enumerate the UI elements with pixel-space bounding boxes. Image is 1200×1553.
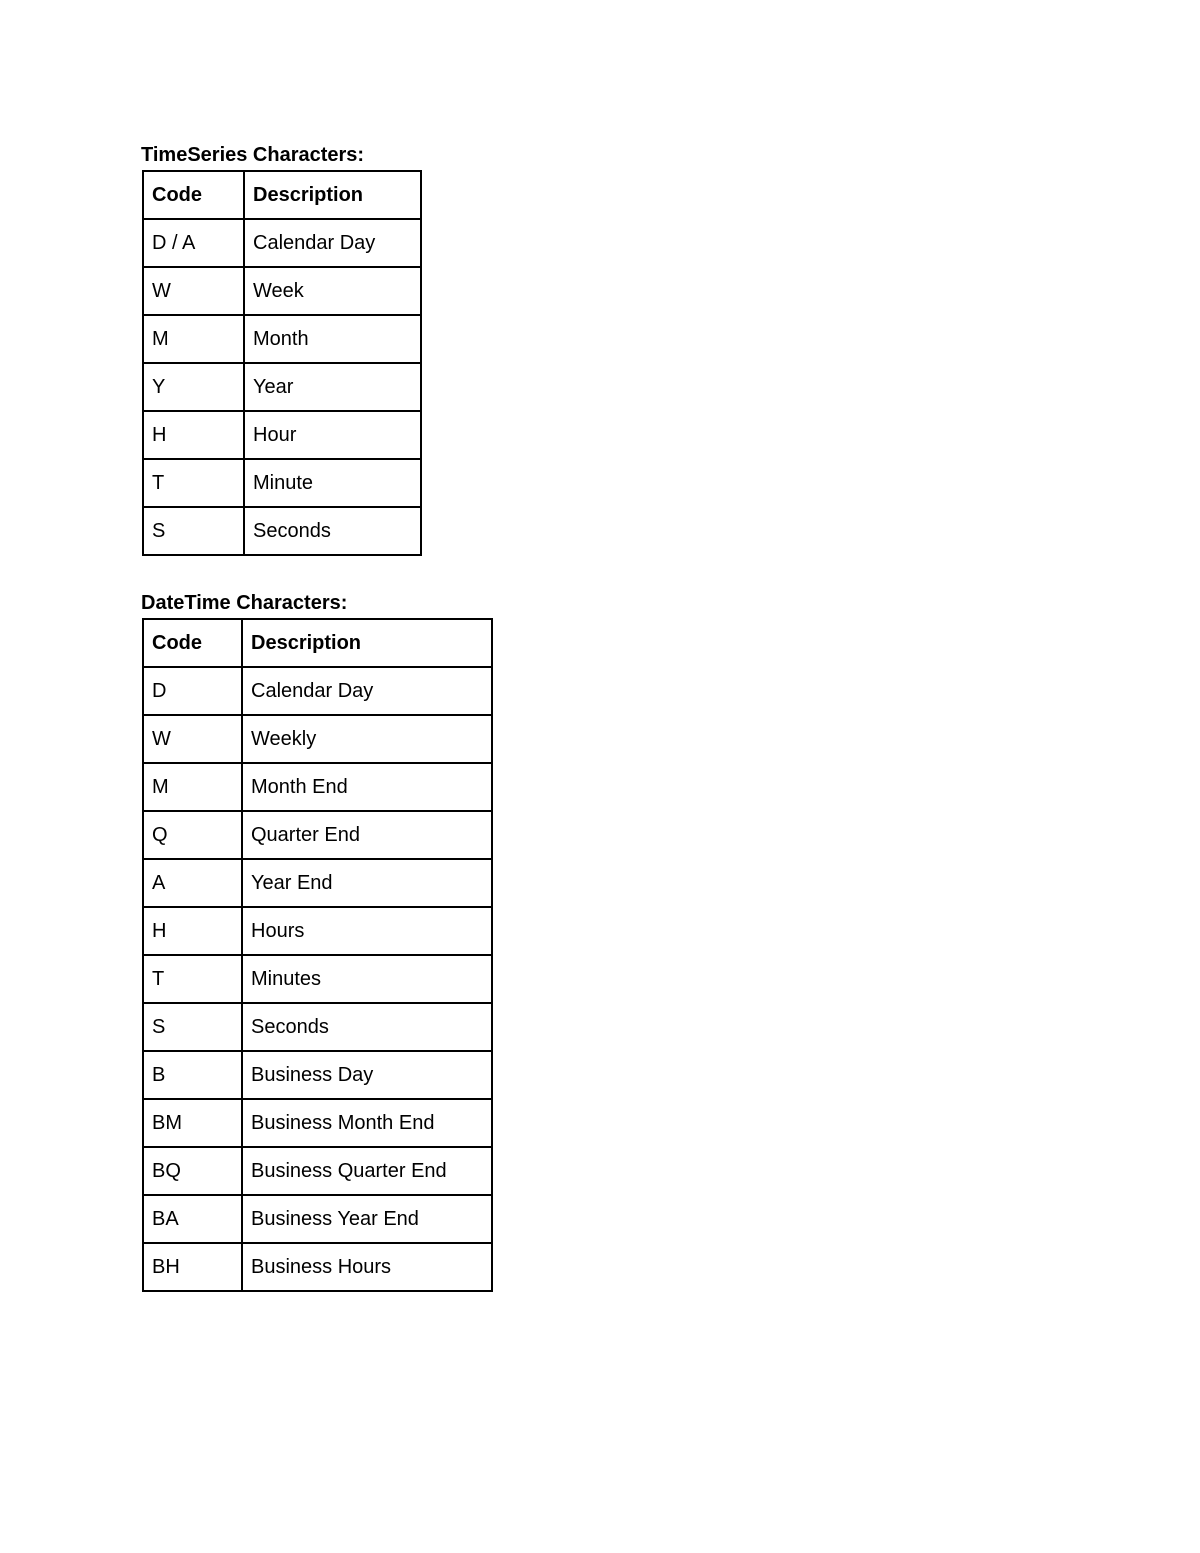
table-row xyxy=(143,1003,492,1051)
description-cell: Business Month End xyxy=(242,1099,492,1147)
description-cell: Month xyxy=(244,315,421,363)
table-row xyxy=(143,219,421,267)
datetime-table xyxy=(142,618,493,1292)
table-row xyxy=(143,1243,492,1291)
code-cell: D / A xyxy=(143,219,244,267)
timeseries-title: TimeSeries Characters: xyxy=(141,144,365,166)
description-cell: Business Quarter End xyxy=(242,1147,492,1195)
table-row xyxy=(143,1099,492,1147)
description-cell: Seconds xyxy=(242,1003,492,1051)
code-cell: S xyxy=(143,507,244,555)
table-row xyxy=(143,411,421,459)
description-cell: Year xyxy=(244,363,421,411)
table-header-row xyxy=(143,171,421,219)
code-cell: S xyxy=(143,1003,242,1051)
description-cell: Minutes xyxy=(242,955,492,1003)
code-cell: H xyxy=(143,411,244,459)
table-row xyxy=(143,267,421,315)
code-cell: W xyxy=(143,715,242,763)
code-cell: H xyxy=(143,907,242,955)
code-cell: T xyxy=(143,459,244,507)
code-cell: M xyxy=(143,763,242,811)
datetime-title: DateTime Characters: xyxy=(141,592,348,614)
code-cell: BQ xyxy=(143,1147,242,1195)
description-cell: Quarter End xyxy=(242,811,492,859)
table-row xyxy=(143,1147,492,1195)
description-cell: Business Day xyxy=(242,1051,492,1099)
code-cell: Q xyxy=(143,811,242,859)
code-cell: B xyxy=(143,1051,242,1099)
table-row xyxy=(143,763,492,811)
table-row xyxy=(143,667,492,715)
code-column-header: Code xyxy=(143,619,242,667)
description-column-header: Description xyxy=(242,619,492,667)
description-cell: Business Year End xyxy=(242,1195,492,1243)
code-cell: BH xyxy=(143,1243,242,1291)
code-cell: BM xyxy=(143,1099,242,1147)
table-row xyxy=(143,907,492,955)
table-header-row xyxy=(143,619,492,667)
table-row xyxy=(143,955,492,1003)
description-cell: Month End xyxy=(242,763,492,811)
code-cell: Y xyxy=(143,363,244,411)
description-cell: Seconds xyxy=(244,507,421,555)
description-column-header: Description xyxy=(244,171,421,219)
table-row xyxy=(143,859,492,907)
table-row xyxy=(143,1195,492,1243)
table-row xyxy=(143,1051,492,1099)
description-cell: Calendar Day xyxy=(244,219,421,267)
description-cell: Year End xyxy=(242,859,492,907)
code-cell: T xyxy=(143,955,242,1003)
description-cell: Minute xyxy=(244,459,421,507)
description-cell: Hour xyxy=(244,411,421,459)
table-row xyxy=(143,507,421,555)
description-cell: Hours xyxy=(242,907,492,955)
timeseries-table xyxy=(142,170,422,556)
table-row xyxy=(143,363,421,411)
code-column-header: Code xyxy=(143,171,244,219)
table-row xyxy=(143,315,421,363)
description-cell: Week xyxy=(244,267,421,315)
description-cell: Weekly xyxy=(242,715,492,763)
table-row xyxy=(143,459,421,507)
code-cell: M xyxy=(143,315,244,363)
table-row xyxy=(143,811,492,859)
code-cell: W xyxy=(143,267,244,315)
code-cell: D xyxy=(143,667,242,715)
code-cell: BA xyxy=(143,1195,242,1243)
description-cell: Business Hours xyxy=(242,1243,492,1291)
description-cell: Calendar Day xyxy=(242,667,492,715)
code-cell: A xyxy=(143,859,242,907)
table-row xyxy=(143,715,492,763)
